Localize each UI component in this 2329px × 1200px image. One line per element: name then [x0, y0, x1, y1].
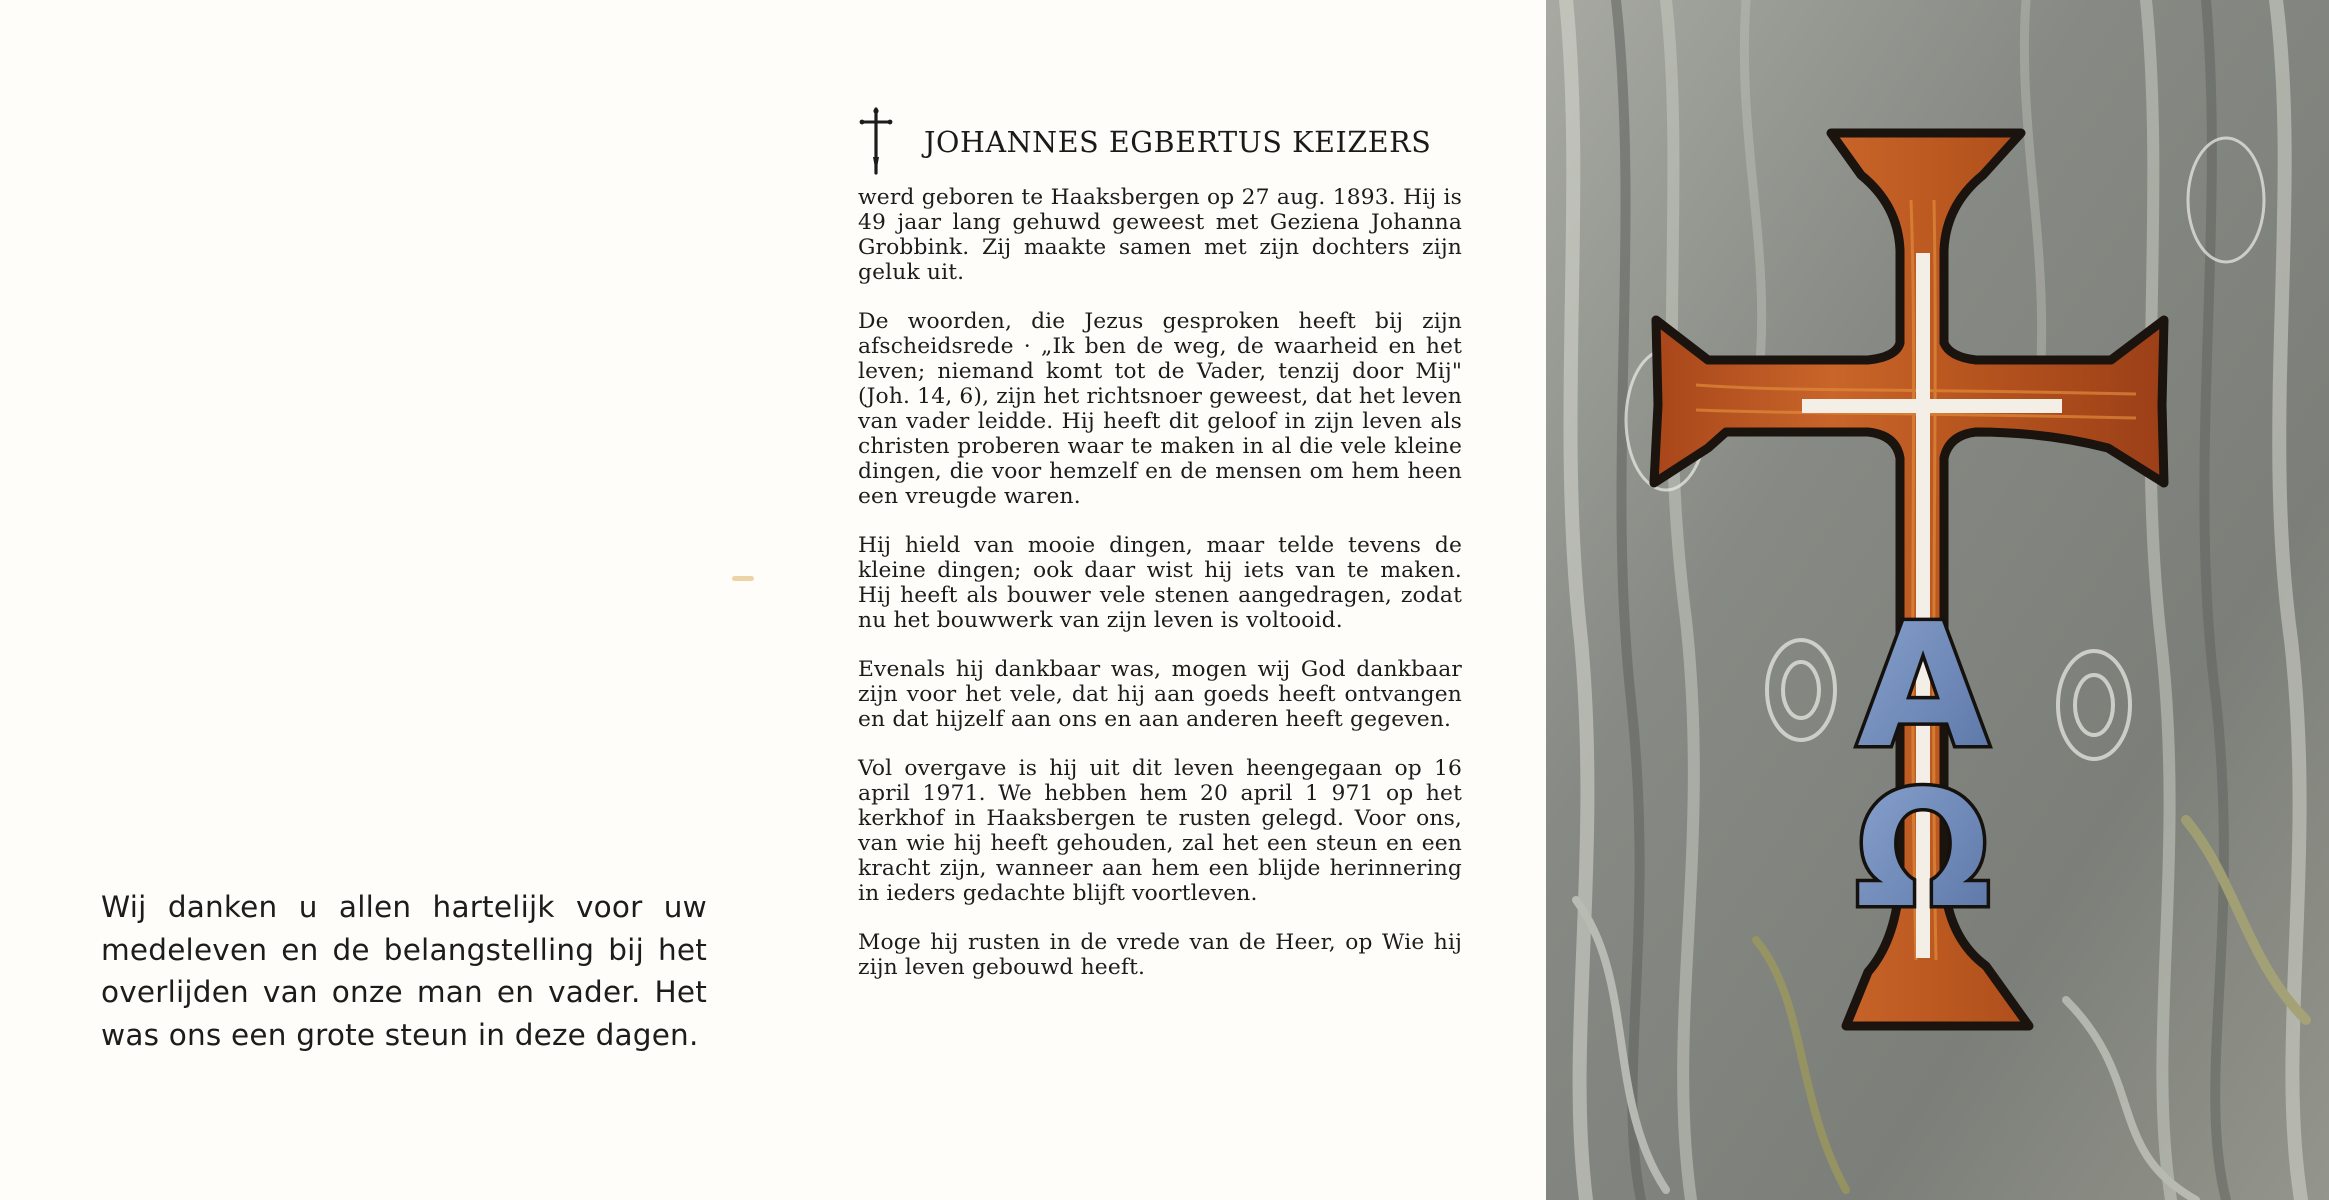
paragraph-faith: De woorden, die Jezus gesproken heeft bij zijn afscheidsrede · „Ik ben de weg, de waarheid en het leven; niemand komt tot de Vader, tenzij door Mij" (Joh. 14, 6), zijn het richtsnoer geweest, dat het leven van vader leidde. Hij heeft dit geloof in zijn leven als christen proberen waar te maken in al die vele kleine dingen, die voor hemzelf en de mensen om hem heen een vreugde waren.	[858, 309, 1462, 509]
alpha-omega-letters	[1855, 588, 1991, 943]
deceased-name: JOHANNES EGBERTUS KEIZERS	[924, 126, 1432, 159]
painting-canvas	[1546, 0, 2329, 1200]
paragraph-birth: werd geboren te Haaksbergen op 27 aug. 1893. Hij is 49 jaar lang gehuwd geweest met Geziena Johanna Grobbink. Zij maakte samen met zijn dochters zijn geluk uit.	[858, 185, 1462, 285]
paragraph-builder: Hij hield van mooie dingen, maar telde tevens de kleine dingen; ook daar wist hij iets van te maken. Hij heeft als bouwer vele stenen aangedragen, zodat nu het bouwwerk van zijn leven is voltooid.	[858, 533, 1462, 633]
cross-icon	[858, 107, 894, 175]
paragraph-prayer: Moge hij rusten in de vrede van de Heer, op Wie hij zijn leven gebouwd heeft.	[858, 930, 1462, 980]
alpha-letter: A	[1857, 588, 1989, 786]
paragraph-gratitude: Evenals hij dankbaar was, mogen wij God dankbaar zijn voor het vele, dat hij aan goeds heeft ontvangen en dat hijzelf aan ons en aan anderen heeft gegeven.	[858, 657, 1462, 732]
thank-you-text: Wij danken u allen hartelijk voor uw medeleven en de belangstelling bij het overlijden van onze man en vader. Het was ons een grote steun in deze dagen.	[101, 890, 707, 1052]
cross-painting	[1546, 0, 2329, 1200]
inlay-horizontal	[1802, 399, 2062, 413]
paragraph-passing: Vol overgave is hij uit dit leven heengegaan op 16 april 1971. We hebben hem 20 april 1 971 op het kerkhof in Haaksbergen te rusten gelegd. Voor ons, van wie hij heeft gehouden, zal het een steun en een kracht zijn, wanneer aan hem een blijde herinnering in ieders gedachte blijft voortleven.	[858, 756, 1462, 906]
paper-speck	[732, 576, 754, 581]
omega-letter: Ω	[1854, 756, 1992, 943]
obituary-column	[858, 105, 1462, 1004]
title-row	[858, 105, 1462, 185]
